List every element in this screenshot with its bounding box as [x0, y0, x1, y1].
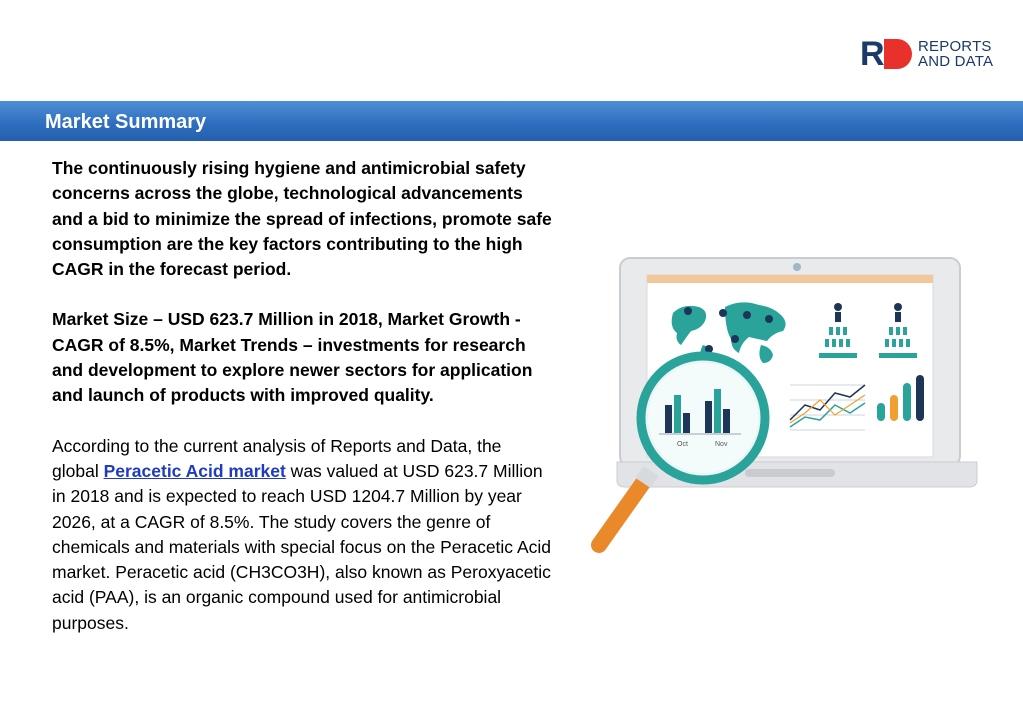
- section-banner: [0, 101, 1023, 141]
- logo-line-1: REPORTS: [918, 38, 992, 55]
- laptop-magnifier-icon: [585, 255, 985, 560]
- lens-label-nov: Nov: [715, 441, 728, 448]
- para3-intro: According to the current analysis of Reports and Data, the global: [52, 435, 502, 481]
- lens-label-oct: Oct: [677, 441, 688, 448]
- summary-paragraph-1: The continuously rising hygiene and antimicrobial safety concerns across the globe, technological advancements and a bid to minimize the spread of infections, promote safe consumption are the key factors contributing to the high CAGR in the forecast period.: [52, 158, 552, 280]
- reports-and-data-logo[interactable]: [860, 36, 1010, 72]
- para3-body: was valued at USD 623.7 Million in 2018 and is expected to reach USD 1204.7 Million by year 2026, at a CAGR of 8.5%. The study covers the genre of chemicals and materials with special focus on the Peracetic Acid market. Peracetic acid (CH3CO3H), also known as Peroxyacetic acid (PAA), is an organic compound used for antimicrobial purposes.: [52, 460, 551, 633]
- summary-paragraph-2: Market Size – USD 623.7 Million in 2018, Market Growth - CAGR of 8.5%, Market Trends – investments for research and development to explore newer sectors for application and launch of products with improved quality.: [52, 309, 533, 406]
- peracetic-acid-market-link[interactable]: Peracetic Acid market: [103, 460, 286, 481]
- logo-line-2: AND DATA: [918, 53, 994, 70]
- section-title: Market Summary: [45, 111, 207, 133]
- summary-paragraph-3: [52, 434, 552, 636]
- summary-content: [52, 156, 552, 636]
- laptop-analytics-illustration: [585, 255, 985, 560]
- rd-logo-mark-icon: R: [860, 38, 914, 70]
- logo-text: [918, 39, 993, 69]
